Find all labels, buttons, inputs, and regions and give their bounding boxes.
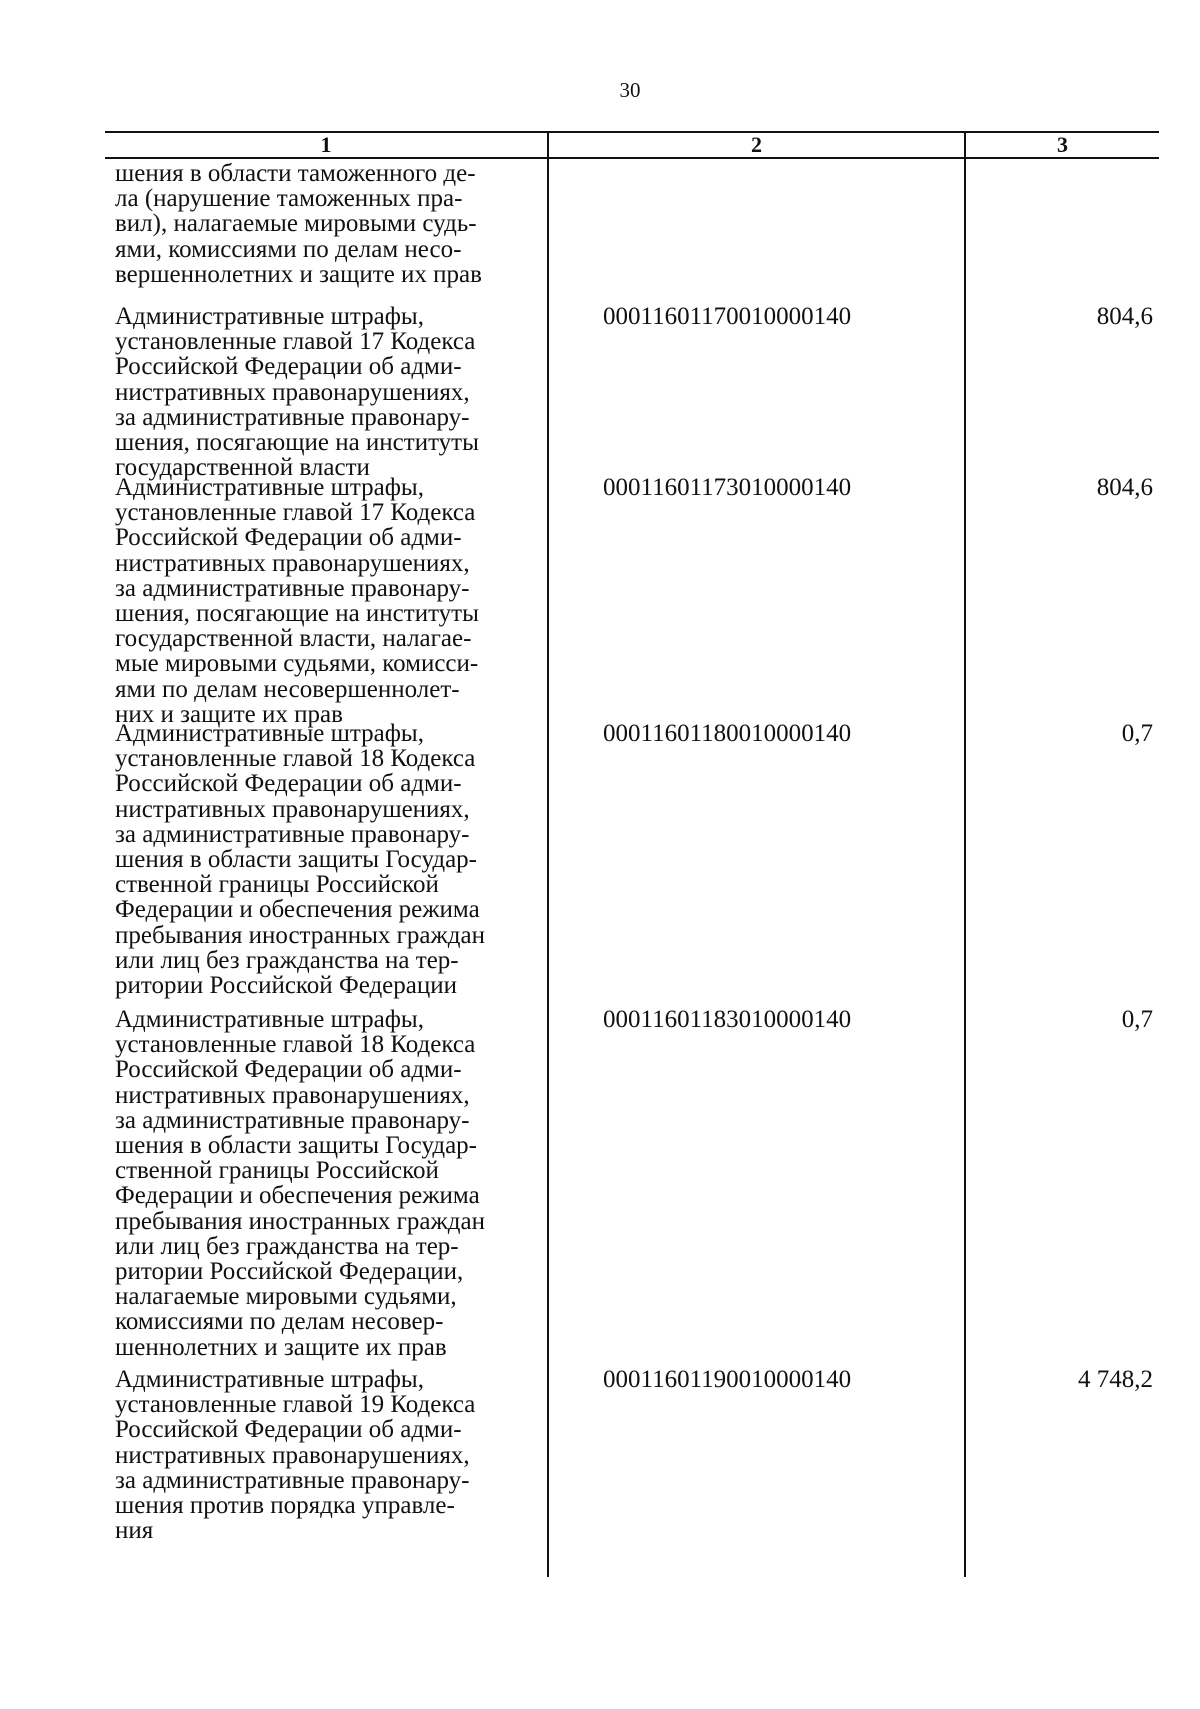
column-divider xyxy=(547,159,549,1577)
row-code: 00011601170010000140 xyxy=(603,303,852,330)
column-divider xyxy=(964,159,966,1577)
table-row xyxy=(105,288,1159,482)
header-col-3: 3 xyxy=(964,133,1159,157)
table-row xyxy=(105,159,1159,288)
row-code xyxy=(547,161,964,288)
row-amount: 804,6 xyxy=(1096,303,1153,330)
table-row xyxy=(105,1359,1159,1543)
row-description: шения в области таможенного де- ла (нарушение таможенных пра- вил), налагаемые мировыми судь- ями, комиссиями по делам несо- вершеннолетних и защите их прав xyxy=(115,160,482,288)
page-number: 30 xyxy=(619,78,641,102)
revenue-table xyxy=(105,131,1159,1577)
row-amount: 0,7 xyxy=(1121,720,1153,747)
table-header xyxy=(105,131,1159,159)
row-description: Административные штрафы, установленные главой 19 Кодекса Российской Федерации об адми- нистративных правонарушениях, за административные правонару- шения против порядка управле- ния xyxy=(115,1366,476,1545)
row-code: 00011601190010000140 xyxy=(603,1366,852,1393)
row-amount: 4 748,2 xyxy=(1078,1366,1153,1393)
row-code: 00011601180010000140 xyxy=(603,720,852,747)
row-amount xyxy=(964,161,1159,288)
row-description: Административные штрафы, установленные главой 18 Кодекса Российской Федерации об адми- нистративных правонарушениях, за административные правонару- шения в области защиты Государ- ственной границы Российской Федерации и обеспечения режима пребывания иностранных граждан или лиц без гражданства на тер- ритории Российской Федерации, налагаемые мировыми судьями, комиссиями по делам несовер- шеннолетних и защите их прав xyxy=(115,1006,485,1361)
row-code: 00011601183010000140 xyxy=(603,1006,852,1033)
table-row xyxy=(105,1007,1159,1359)
row-amount: 0,7 xyxy=(1121,1006,1153,1033)
row-description: Административные штрафы, установленные главой 17 Кодекса Российской Федерации об адми- нистративных правонарушениях, за административные правонару- шения, посягающие на институты государственной власти xyxy=(115,303,479,482)
row-description: Административные штрафы, установленные главой 17 Кодекса Российской Федерации об адми- нистративных правонарушениях, за административные правонару- шения, посягающие на институты государственной власти, налагае- мые мировыми судьями, комисси- ями по делам несовершеннолет- них и защите их прав xyxy=(115,474,479,728)
table-row xyxy=(105,717,1159,1007)
row-code: 00011601173010000140 xyxy=(603,474,852,501)
table-row xyxy=(105,474,1159,728)
row-description: Административные штрафы, установленные главой 18 Кодекса Российской Федерации об адми- нистративных правонарушениях, за административные правонару- шения в области защиты Государ- ственной границы Российской Федерации и обеспечения режима пребывания иностранных граждан или лиц без гражданства на тер- ритории Российской Федерации xyxy=(115,720,485,1000)
header-col-1: 1 xyxy=(320,132,332,157)
row-amount: 804,6 xyxy=(1096,474,1153,501)
table-body xyxy=(105,159,1159,1577)
header-col-2: 2 xyxy=(547,133,964,157)
